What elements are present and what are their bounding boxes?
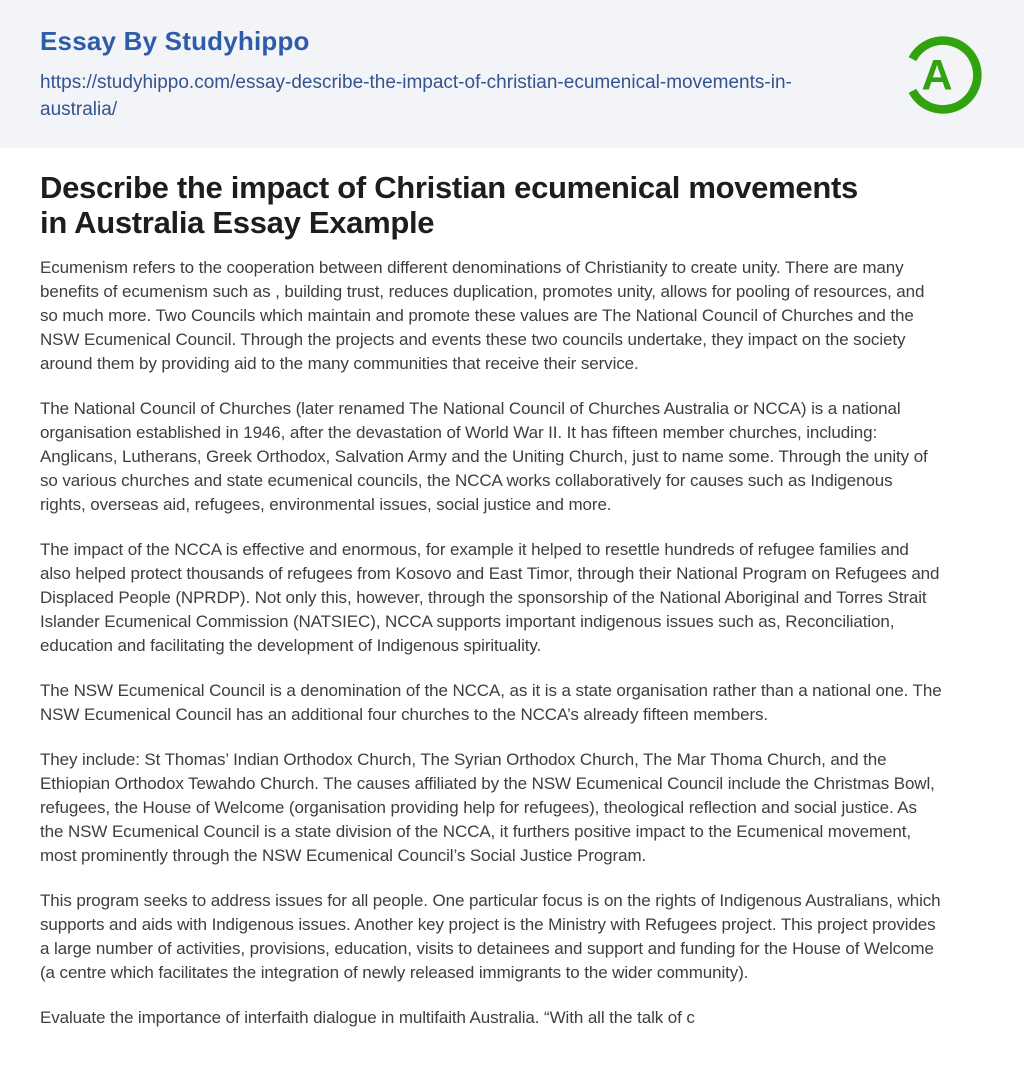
- essay-body: [40, 256, 984, 1030]
- essay-paragraph: This program seeks to address issues for all people. One particular focus is on the rights of Indigenous Australians, which supports and aids with Indigenous issues. Another key project is the Ministry with Refugees project. This project provides a large number of activities, provisions, education, visits to detainees and support and funding for the House of Welcome (a centre which facilitates the integration of newly released immigrants to the wider community).: [40, 890, 941, 982]
- logo-letter: A: [921, 51, 953, 100]
- page-url-link[interactable]: https://studyhippo.com/essay-describe-the-impact-of-christian-ecumenical-movements-in-australia/: [40, 72, 792, 120]
- page-header: [0, 0, 1024, 148]
- essay-title: Describe the impact of Christian ecumenical movements in Australia Essay Example: [40, 170, 858, 241]
- studyhippo-logo: [900, 30, 986, 120]
- essay-paragraph: The NSW Ecumenical Council is a denomination of the NCCA, as it is a state organisation rather than a national one. The NSW Ecumenical Council has an additional four churches to the NCCA’s already fifteen members.: [40, 680, 942, 724]
- site-label: Essay By Studyhippo: [40, 26, 310, 57]
- essay-paragraph: They include: St Thomas’ Indian Orthodox Church, The Syrian Orthodox Church, The Mar Thoma Church, and the Ethiopian Orthodox Tewahdo Church. The causes affiliated by the NSW Ecumenical Council include the Christmas Bowl, refugees, the House of Welcome (organisation providing help for refugees), theological reflection and social justice. As the NSW Ecumenical Council is a state division of the NCCA, it furthers positive impact to the Ecumenical movement, most prominently through the NSW Ecumenical Council’s Social Justice Program.: [40, 749, 935, 865]
- essay-paragraph: The National Council of Churches (later renamed The National Council of Churches Australia or NCCA) is a national organisation established in 1946, after the devastation of World War II. It has fifteen member churches, including: Anglicans, Lutherans, Greek Orthodox, Salvation Army and the Uniting Church, just to name some. Through the unity of so various churches and state ecumenical councils, the NCCA works collaboratively for causes such as Indigenous rights, overseas aid, refugees, environmental issues, social justice and more.: [40, 398, 928, 514]
- essay-paragraph: Ecumenism refers to the cooperation between different denominations of Christianity to create unity. There are many benefits of ecumenism such as , building trust, reduces duplication, promotes unity, allows for pooling of resources, and so much more. Two Councils which maintain and promote these values are The National Council of Churches and the NSW Ecumenical Council. Through the projects and events these two councils undertake, they impact on the society around them by providing aid to the many communities that receive their service.: [40, 257, 925, 373]
- essay-paragraph: Evaluate the importance of interfaith dialogue in multifaith Australia. “With all the talk of c: [40, 1007, 695, 1027]
- essay-article: [0, 148, 1024, 1091]
- studyhippo-logo-icon: [900, 30, 986, 120]
- essay-paragraph: The impact of the NCCA is effective and enormous, for example it helped to resettle hundreds of refugee families and also helped protect thousands of refugees from Kosovo and East Timor, through their National Program on Refugees and Displaced People (NPRDP). Not only this, however, through the sponsorship of the National Aboriginal and Torres Strait Islander Ecumenical Commission (NATSIEC), NCCA supports important indigenous issues such as, Reconciliation, education and facilitating the development of Indigenous spirituality.: [40, 539, 940, 655]
- header-text-block: [40, 24, 820, 124]
